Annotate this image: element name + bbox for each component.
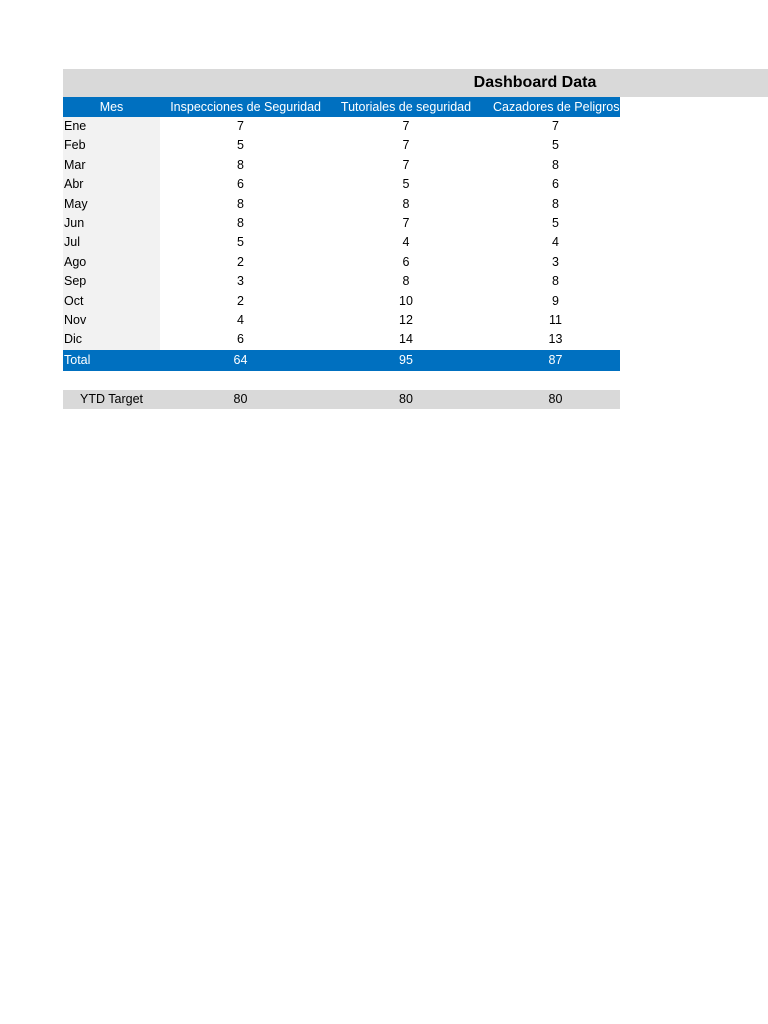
spacer-row: [63, 371, 620, 390]
value-cell[interactable]: 6: [237, 177, 244, 192]
total-cell[interactable]: 87: [548, 352, 563, 367]
month-cell[interactable]: Jul: [63, 233, 160, 252]
value-cell[interactable]: 5: [402, 177, 410, 192]
value-cell[interactable]: 8: [552, 274, 559, 289]
value-cell[interactable]: 3: [552, 254, 559, 269]
value-cell[interactable]: 13: [548, 332, 563, 347]
value-cell[interactable]: 8: [552, 196, 559, 211]
value-cell[interactable]: 8: [402, 274, 410, 289]
header-mes[interactable]: Mes: [99, 100, 124, 114]
header-row: [63, 97, 620, 117]
value-cell[interactable]: 2: [237, 293, 244, 308]
value-cell[interactable]: 7: [552, 119, 559, 133]
table-row: [63, 330, 620, 349]
month-cell[interactable]: Mar: [63, 156, 160, 175]
header-inspecciones[interactable]: Inspecciones de Seguridad: [170, 100, 321, 114]
value-cell[interactable]: 8: [237, 215, 244, 230]
total-row: [63, 350, 620, 371]
value-cell[interactable]: 8: [552, 157, 559, 172]
value-cell[interactable]: 11: [549, 312, 562, 327]
value-cell[interactable]: 6: [402, 254, 410, 269]
table-row: [63, 136, 620, 155]
value-cell[interactable]: 8: [237, 157, 244, 172]
value-cell[interactable]: 5: [552, 215, 559, 230]
total-label[interactable]: Total: [64, 352, 91, 367]
table-row: [63, 195, 620, 214]
target-cell[interactable]: 80: [233, 391, 248, 406]
month-cell[interactable]: Sep: [63, 272, 160, 291]
value-cell[interactable]: 7: [402, 215, 410, 230]
table-row: [63, 253, 620, 272]
table-row: [63, 214, 620, 233]
target-cell[interactable]: 80: [548, 391, 563, 406]
month-cell[interactable]: Nov: [63, 311, 160, 330]
table-row: [63, 272, 620, 291]
table-row: [63, 156, 620, 175]
value-cell[interactable]: 12: [399, 312, 413, 327]
table-row: [63, 233, 620, 252]
value-cell[interactable]: 4: [237, 312, 244, 327]
ytd-target-label[interactable]: YTD Target: [80, 391, 143, 406]
value-cell[interactable]: 4: [402, 235, 410, 250]
value-cell[interactable]: 5: [552, 138, 559, 153]
value-cell[interactable]: 6: [552, 177, 559, 192]
month-cell[interactable]: May: [63, 195, 160, 214]
ytd-target-row: [63, 390, 620, 409]
header-cazadores[interactable]: Cazadores de Peligros: [493, 100, 620, 114]
month-cell[interactable]: Feb: [63, 136, 160, 155]
value-cell[interactable]: 7: [402, 157, 410, 172]
month-cell[interactable]: Oct: [63, 292, 160, 311]
month-cell[interactable]: Ene: [63, 117, 160, 136]
title-banner: [63, 69, 768, 97]
value-cell[interactable]: 3: [237, 274, 244, 289]
header-tutoriales[interactable]: Tutoriales de seguridad: [340, 100, 472, 114]
value-cell[interactable]: 14: [399, 332, 413, 347]
value-cell[interactable]: 2: [237, 254, 244, 269]
target-cell[interactable]: 80: [399, 391, 413, 406]
value-cell[interactable]: 7: [237, 119, 244, 133]
value-cell[interactable]: 5: [237, 138, 244, 153]
value-cell[interactable]: 10: [399, 293, 413, 308]
value-cell[interactable]: 8: [237, 196, 244, 211]
month-cell[interactable]: Ago: [63, 253, 160, 272]
table-row: [63, 117, 620, 136]
value-cell[interactable]: 7: [402, 138, 410, 153]
value-cell[interactable]: 5: [237, 235, 244, 250]
value-cell[interactable]: 7: [402, 119, 410, 133]
dashboard-title: Dashboard Data: [473, 74, 597, 91]
value-cell[interactable]: 4: [552, 235, 559, 250]
table-row: [63, 292, 620, 311]
value-cell[interactable]: 8: [402, 196, 410, 211]
table-row: [63, 311, 620, 330]
month-cell[interactable]: Abr: [63, 175, 160, 194]
total-cell[interactable]: 64: [233, 352, 248, 367]
data-table: [63, 97, 620, 409]
month-cell[interactable]: Dic: [63, 330, 160, 349]
value-cell[interactable]: 6: [237, 332, 244, 347]
value-cell[interactable]: 9: [552, 293, 559, 308]
table-row: [63, 175, 620, 194]
month-cell[interactable]: Jun: [63, 214, 160, 233]
total-cell[interactable]: 95: [399, 352, 413, 367]
